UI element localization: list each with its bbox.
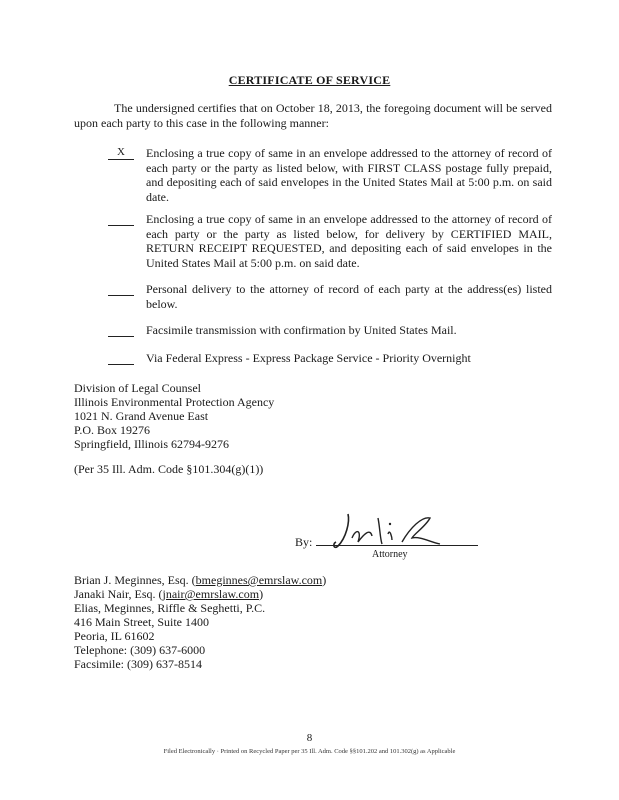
recipient-line: 1021 N. Grand Avenue East (74, 409, 209, 423)
intro-paragraph: The undersigned certifies that on October 18, 2013, the foregoing document will be served upon each party to this case in the following manner: (74, 101, 552, 130)
email-link[interactable]: jnair@emrslaw.com (162, 587, 260, 601)
per-code-note: (Per 35 Ill. Adm. Code §101.304(g)(1)) (74, 462, 264, 476)
firm-telephone: Telephone: (309) 637-6000 (74, 643, 206, 657)
firm-street: 416 Main Street, Suite 1400 (74, 615, 209, 629)
option-text: Facsimile transmission with confirmation by United States Mail. (146, 323, 457, 337)
option-checkmark: X (108, 146, 134, 160)
option-checkmark (108, 282, 134, 296)
option-text: Enclosing a true copy of same in an envelope addressed to the attorney of record of each party or the party as listed below, for delivery by CERTIFIED MAIL, RETURN RECEIPT REQUESTED, and depositing each of said envelopes in the United States Mail at 5:00 p.m. on said date. (146, 212, 552, 270)
counsel-name-line (74, 587, 326, 601)
counsel-name: Janaki Nair, Esq. ( (74, 587, 163, 601)
paren: ) (322, 573, 327, 587)
option-text: Enclosing a true copy of same in an envelope addressed to the attorney of record of each party or the party as listed below, with FIRST CLASS postage fully prepaid, and depositing each of said envelopes in the United States Mail at 5:00 p.m. on said date. (146, 146, 552, 204)
email-link[interactable]: bmeginnes@emrslaw.com (195, 573, 323, 587)
recipient-line: Division of Legal Counsel (74, 381, 201, 395)
counsel-name-line (74, 573, 326, 587)
option-checkmark (108, 351, 134, 365)
document-title: CERTIFICATE OF SERVICE (228, 73, 391, 87)
signature-line (316, 545, 478, 546)
recipient-line: P.O. Box 19276 (74, 423, 151, 437)
firm-facsimile: Facsimile: (309) 637-8514 (74, 657, 202, 671)
firm-city: Peoria, IL 61602 (74, 629, 155, 643)
page-number: 8 (306, 732, 313, 744)
option-text: Via Federal Express - Express Package Service - Priority Overnight (146, 351, 471, 365)
by-label: By: (295, 535, 313, 549)
paren: ) (259, 587, 264, 601)
signature-role: Attorney (372, 549, 408, 560)
recipient-address (74, 381, 274, 451)
option-checkmark (108, 323, 134, 337)
recipient-line: Springfield, Illinois 62794-9276 (74, 437, 229, 451)
counsel-block (74, 573, 326, 671)
recipient-line: Illinois Environmental Protection Agency (74, 395, 275, 409)
footer-note: Filed Electronically · Printed on Recycled Paper per 35 Ill. Adm. Code §§101.202 and 101.302(g) as Applicable (163, 748, 456, 755)
option-text: Personal delivery to the attorney of record of each party at the address(es) listed below. (146, 282, 552, 311)
firm-name: Elias, Meginnes, Riffle & Seghetti, P.C. (74, 601, 266, 615)
counsel-name: Brian J. Meginnes, Esq. ( (74, 573, 196, 587)
option-checkmark (108, 212, 134, 226)
